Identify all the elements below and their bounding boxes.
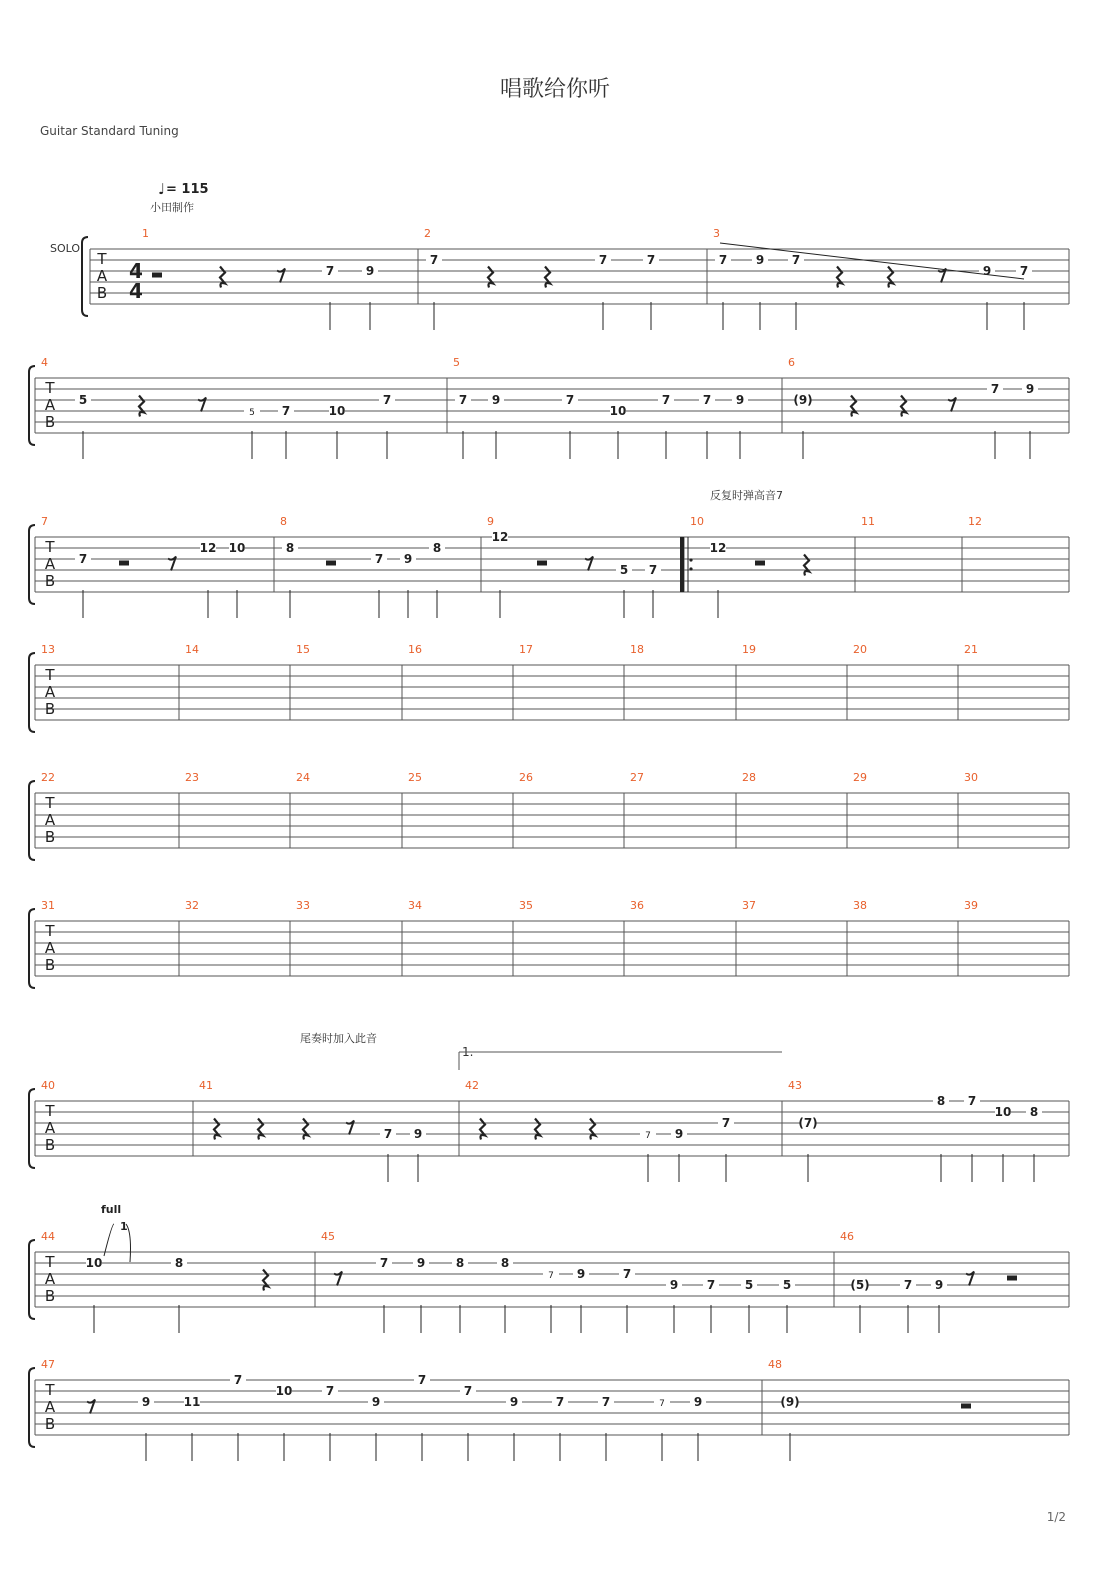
credit-text: 小田制作 bbox=[150, 201, 194, 214]
bend-label: full bbox=[101, 1203, 122, 1216]
bar-number: 26 bbox=[519, 771, 533, 784]
tab-clef-letter: T bbox=[45, 666, 55, 684]
system-bracket bbox=[29, 909, 35, 988]
bar-number: 36 bbox=[630, 899, 644, 912]
fret-number: 11 bbox=[183, 1395, 201, 1409]
bar-number: 30 bbox=[964, 771, 978, 784]
fret-number: 9 bbox=[669, 1278, 679, 1292]
tab-clef-letter: T bbox=[45, 794, 55, 812]
half-rest bbox=[152, 273, 162, 278]
bar-number: 41 bbox=[199, 1079, 213, 1092]
tab-clef-letter: A bbox=[44, 683, 56, 701]
bar-number: 37 bbox=[742, 899, 756, 912]
eighth-rest bbox=[948, 398, 956, 412]
ending-note: 尾奏时加入此音 bbox=[300, 1032, 377, 1045]
fret-number: 9 bbox=[413, 1127, 423, 1141]
fret-number: 12 bbox=[199, 541, 217, 555]
fret-number: 7 bbox=[325, 264, 335, 278]
bar-number: 35 bbox=[519, 899, 533, 912]
fret-number: 7 bbox=[429, 253, 439, 267]
fret-number: 7 bbox=[281, 404, 291, 418]
bar-number: 14 bbox=[185, 643, 199, 656]
fret-number: 7 bbox=[967, 1094, 977, 1108]
eighth-rest bbox=[277, 269, 285, 283]
bar-number: 13 bbox=[41, 643, 55, 656]
fret-number: (7) bbox=[798, 1116, 818, 1130]
half-rest bbox=[755, 561, 765, 566]
bar-number: 39 bbox=[964, 899, 978, 912]
time-signature-bottom: 4 bbox=[129, 279, 143, 303]
tab-clef-letter: T bbox=[45, 922, 55, 940]
volta-number: 1. bbox=[462, 1045, 474, 1059]
half-rest bbox=[1007, 1276, 1017, 1281]
bar-number: 24 bbox=[296, 771, 310, 784]
bar-number: 47 bbox=[41, 1358, 55, 1371]
fret-number: 10 bbox=[328, 404, 346, 418]
fret-number: 12 bbox=[491, 530, 509, 544]
bar-number: 19 bbox=[742, 643, 756, 656]
eighth-rest bbox=[168, 557, 176, 571]
fret-number: 7 bbox=[903, 1278, 913, 1292]
bar-number: 7 bbox=[41, 515, 48, 528]
tab-clef-letter: A bbox=[44, 1270, 56, 1288]
fret-number: 7 bbox=[382, 393, 392, 407]
bar-number: 5 bbox=[453, 356, 460, 369]
fret-number: 9 bbox=[934, 1278, 944, 1292]
tab-clef-letter: A bbox=[44, 811, 56, 829]
quarter-rest bbox=[139, 396, 144, 417]
tab-clef-letter: B bbox=[44, 700, 56, 718]
fret-number: 9 bbox=[576, 1267, 586, 1281]
fret-number: 9 bbox=[141, 1395, 151, 1409]
fret-number: 7 bbox=[458, 393, 468, 407]
quarter-rest bbox=[851, 396, 856, 417]
bend-amount: 1 bbox=[120, 1220, 128, 1233]
fret-number: 7 bbox=[648, 563, 658, 577]
bar-number: 22 bbox=[41, 771, 55, 784]
tab-clef-letter: A bbox=[44, 1119, 56, 1137]
tab-clef-letter: T bbox=[45, 1102, 55, 1120]
fret-number: 9 bbox=[371, 1395, 381, 1409]
fret-number: 9 bbox=[755, 253, 765, 267]
fret-number: 8 bbox=[500, 1256, 510, 1270]
fret-number: 7 bbox=[702, 393, 712, 407]
bar-number: 4 bbox=[41, 356, 48, 369]
quarter-rest bbox=[488, 267, 493, 288]
fret-number: 8 bbox=[1029, 1105, 1039, 1119]
eighth-rest bbox=[346, 1121, 354, 1135]
bar-number: 21 bbox=[964, 643, 978, 656]
tuning-label: Guitar Standard Tuning bbox=[40, 124, 179, 138]
quarter-rest bbox=[837, 267, 842, 288]
fret-number: 9 bbox=[1025, 382, 1035, 396]
repeat-note: 反复时弹高音7 bbox=[710, 489, 783, 502]
fret-number: 9 bbox=[735, 393, 745, 407]
fret-number: 7 bbox=[383, 1127, 393, 1141]
bar-number: 8 bbox=[280, 515, 287, 528]
bar-number: 25 bbox=[408, 771, 422, 784]
fret-number: 7 bbox=[721, 1116, 731, 1130]
tab-clef-letter: A bbox=[44, 396, 56, 414]
fret-number: 8 bbox=[455, 1256, 465, 1270]
bar-number: 3 bbox=[713, 227, 720, 240]
system-bracket bbox=[29, 366, 35, 445]
bar-number: 17 bbox=[519, 643, 533, 656]
half-rest bbox=[961, 1404, 971, 1409]
bar-number: 33 bbox=[296, 899, 310, 912]
fret-number: 9 bbox=[509, 1395, 519, 1409]
fret-number: 7 bbox=[555, 1395, 565, 1409]
bar-number: 28 bbox=[742, 771, 756, 784]
tab-clef-letter: B bbox=[44, 828, 56, 846]
half-rest bbox=[537, 561, 547, 566]
quarter-rest bbox=[480, 1119, 485, 1140]
fret-number: 10 bbox=[228, 541, 246, 555]
bar-number: 40 bbox=[41, 1079, 55, 1092]
fret-number: 9 bbox=[491, 393, 501, 407]
bar-number: 31 bbox=[41, 899, 55, 912]
quarter-rest bbox=[888, 267, 893, 288]
tempo-value: = 115 bbox=[166, 182, 209, 197]
tab-clef-letter: A bbox=[96, 267, 108, 285]
fret-number: 9 bbox=[674, 1127, 684, 1141]
tab-clef-letter: T bbox=[97, 250, 107, 268]
fret-number: 7 bbox=[718, 253, 728, 267]
fret-number: 10 bbox=[609, 404, 627, 418]
score-title: 唱歌给你听 bbox=[499, 77, 610, 102]
tab-clef-letter: T bbox=[45, 1253, 55, 1271]
system-bracket bbox=[29, 1368, 35, 1447]
fret-number: 7 bbox=[791, 253, 801, 267]
bar-number: 18 bbox=[630, 643, 644, 656]
quarter-rest bbox=[535, 1119, 540, 1140]
fret-number: 7 bbox=[646, 253, 656, 267]
fret-number: 7 bbox=[622, 1267, 632, 1281]
tab-clef-letter: B bbox=[96, 284, 108, 302]
bar-number: 11 bbox=[861, 515, 875, 528]
repeat-dot bbox=[689, 567, 692, 570]
half-rest bbox=[119, 561, 129, 566]
bar-number: 16 bbox=[408, 643, 422, 656]
fret-number: 7 bbox=[374, 552, 384, 566]
tab-clef-letter: T bbox=[45, 1381, 55, 1399]
quarter-rest bbox=[258, 1119, 263, 1140]
tab-clef-letter: B bbox=[44, 413, 56, 431]
quarter-rest bbox=[590, 1119, 595, 1140]
quarter-rest bbox=[545, 267, 550, 288]
fret-number: (9) bbox=[793, 393, 813, 407]
bar-number: 1 bbox=[142, 227, 149, 240]
fret-number: (5) bbox=[850, 1278, 870, 1292]
bar-number: 34 bbox=[408, 899, 422, 912]
fret-number: 5 bbox=[619, 563, 629, 577]
fret-number: 9 bbox=[365, 264, 375, 278]
fret-number: 7 bbox=[598, 253, 608, 267]
fret-number: 5 bbox=[744, 1278, 754, 1292]
fret-number: 12 bbox=[709, 541, 727, 555]
eighth-rest bbox=[938, 269, 946, 283]
quarter-rest bbox=[804, 555, 809, 576]
fret-number: 9 bbox=[982, 264, 992, 278]
fret-number: 7 bbox=[661, 393, 671, 407]
fret-number: 7 bbox=[659, 1399, 665, 1409]
fret-number: 7 bbox=[645, 1131, 651, 1141]
fret-number: 7 bbox=[601, 1395, 611, 1409]
tab-clef-letter: T bbox=[45, 379, 55, 397]
system-bracket bbox=[29, 781, 35, 860]
tab-clef-letter: A bbox=[44, 1398, 56, 1416]
fret-number: 8 bbox=[285, 541, 295, 555]
tab-clef-letter: B bbox=[44, 572, 56, 590]
bar-number: 12 bbox=[968, 515, 982, 528]
fret-number: 7 bbox=[325, 1384, 335, 1398]
track-label: SOLO bbox=[50, 242, 81, 255]
fret-number: 5 bbox=[78, 393, 88, 407]
fret-number: 7 bbox=[463, 1384, 473, 1398]
fret-number: 9 bbox=[403, 552, 413, 566]
fret-number: 10 bbox=[275, 1384, 293, 1398]
fret-number: 9 bbox=[416, 1256, 426, 1270]
bar-number: 48 bbox=[768, 1358, 782, 1371]
bar-number: 38 bbox=[853, 899, 867, 912]
fret-number: 7 bbox=[706, 1278, 716, 1292]
tab-clef-letter: B bbox=[44, 956, 56, 974]
time-signature-top: 4 bbox=[129, 259, 143, 283]
fret-number: 7 bbox=[417, 1373, 427, 1387]
tempo-symbol: ♩ bbox=[158, 180, 166, 198]
system-bracket bbox=[29, 525, 35, 604]
quarter-rest bbox=[303, 1119, 308, 1140]
fret-number: 7 bbox=[1019, 264, 1029, 278]
bar-number: 46 bbox=[840, 1230, 854, 1243]
system-bracket bbox=[29, 1240, 35, 1319]
eighth-rest bbox=[585, 557, 593, 571]
bar-number: 9 bbox=[487, 515, 494, 528]
bar-number: 27 bbox=[630, 771, 644, 784]
quarter-rest bbox=[220, 267, 225, 288]
tab-clef-letter: A bbox=[44, 555, 56, 573]
fret-number: 7 bbox=[565, 393, 575, 407]
bar-number: 42 bbox=[465, 1079, 479, 1092]
bar-number: 45 bbox=[321, 1230, 335, 1243]
eighth-rest bbox=[966, 1272, 974, 1286]
bar-number: 20 bbox=[853, 643, 867, 656]
repeat-dot bbox=[689, 558, 692, 561]
fret-number: 8 bbox=[432, 541, 442, 555]
quarter-rest bbox=[214, 1119, 219, 1140]
system-bracket bbox=[82, 237, 88, 316]
bar-number: 29 bbox=[853, 771, 867, 784]
bar-number: 23 bbox=[185, 771, 199, 784]
tab-clef-letter: T bbox=[45, 538, 55, 556]
fret-number: 7 bbox=[990, 382, 1000, 396]
quarter-rest bbox=[901, 396, 906, 417]
bar-number: 6 bbox=[788, 356, 795, 369]
fret-number: 7 bbox=[548, 1271, 554, 1281]
fret-number: 7 bbox=[233, 1373, 243, 1387]
bar-number: 43 bbox=[788, 1079, 802, 1092]
fret-number: 9 bbox=[693, 1395, 703, 1409]
fret-number: 7 bbox=[78, 552, 88, 566]
eighth-rest bbox=[198, 398, 206, 412]
bar-number: 44 bbox=[41, 1230, 55, 1243]
system-bracket bbox=[29, 1089, 35, 1168]
system-bracket bbox=[29, 653, 35, 732]
fret-number: 5 bbox=[249, 408, 255, 418]
fret-number: 8 bbox=[936, 1094, 946, 1108]
quarter-rest bbox=[263, 1270, 268, 1291]
fret-number: (9) bbox=[780, 1395, 800, 1409]
page-number: 1/2 bbox=[1046, 1510, 1066, 1524]
bar-number: 10 bbox=[690, 515, 704, 528]
fret-number: 7 bbox=[379, 1256, 389, 1270]
tab-clef-letter: B bbox=[44, 1415, 56, 1433]
tab-clef-letter: A bbox=[44, 939, 56, 957]
fret-number: 5 bbox=[782, 1278, 792, 1292]
fret-number: 8 bbox=[174, 1256, 184, 1270]
fret-number: 10 bbox=[994, 1105, 1012, 1119]
fret-number: 10 bbox=[85, 1256, 103, 1270]
bar-number: 2 bbox=[424, 227, 431, 240]
bar-number: 15 bbox=[296, 643, 310, 656]
eighth-rest bbox=[87, 1400, 95, 1414]
eighth-rest bbox=[334, 1272, 342, 1286]
half-rest bbox=[326, 561, 336, 566]
bar-number: 32 bbox=[185, 899, 199, 912]
tab-clef-letter: B bbox=[44, 1136, 56, 1154]
tab-clef-letter: B bbox=[44, 1287, 56, 1305]
